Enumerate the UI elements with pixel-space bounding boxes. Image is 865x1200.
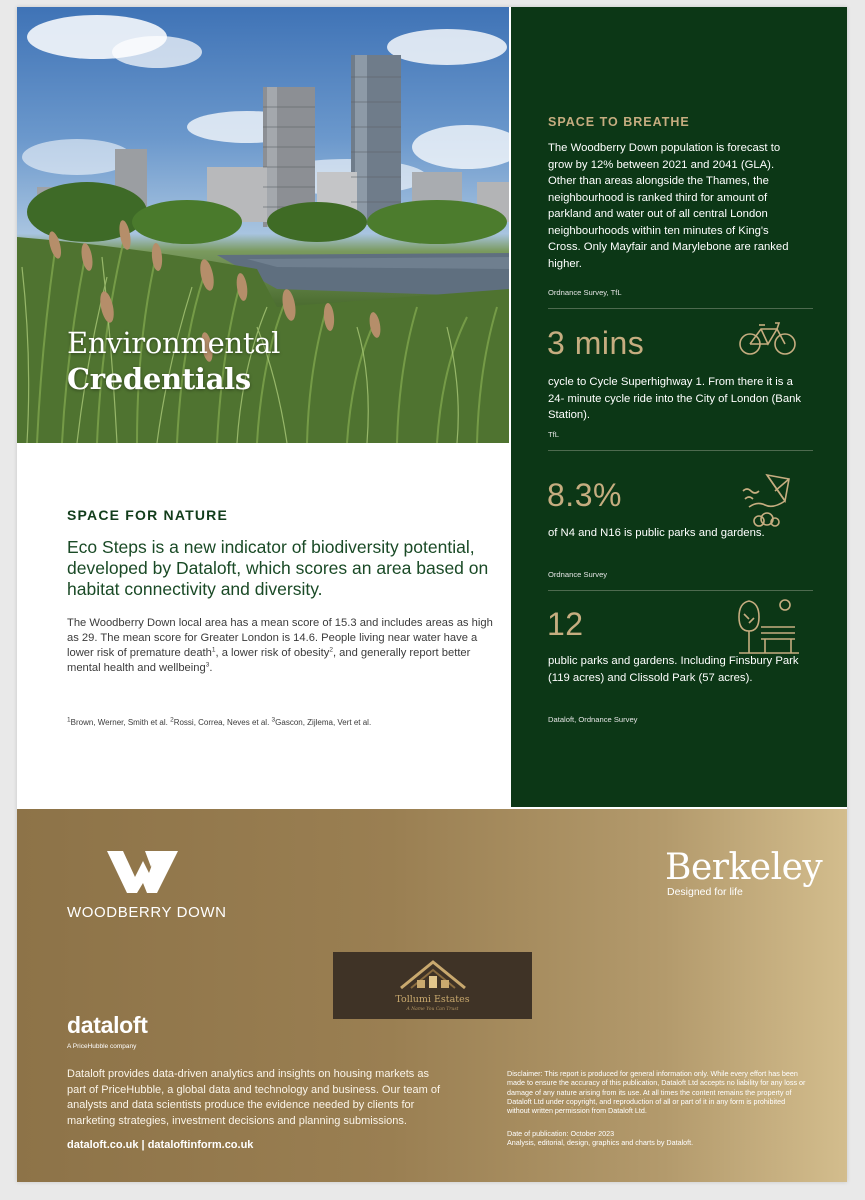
ref-1: Brown, Werner, Smith et al. xyxy=(70,718,171,727)
stat-source-parks-share: Ordnance Survey xyxy=(548,570,608,579)
stat-value-parks-count: 12 xyxy=(547,606,584,642)
footer-panel xyxy=(17,809,847,1182)
park-bench-icon xyxy=(735,597,801,659)
space-for-nature-section xyxy=(67,507,507,727)
berkeley-tagline: Designed for life xyxy=(667,886,743,898)
hero-title xyxy=(67,325,280,397)
nature-body-part1: The Woodberry Down local area has a mean score of 15.3 and includes areas as high as 29. The mean score for Greater London is 14.6. People living near water have a lower risk of premature death xyxy=(67,617,493,659)
kite-icon xyxy=(737,469,799,531)
stat-value-parks-share: 8.3% xyxy=(547,477,622,513)
tollumi-estates-logo xyxy=(333,952,532,1019)
divider xyxy=(548,308,813,309)
woodberry-down-logo-icon xyxy=(105,847,180,897)
berkeley-logo: Berkeley xyxy=(665,847,823,888)
stat-source-parks-count: Dataloft, Ordnance Survey xyxy=(548,715,638,724)
hero-title-line1: Environmental xyxy=(67,326,281,360)
nature-lead: Eco Steps is a new indicator of biodiversity potential, developed by Dataloft, which scores an area based on habitat connectivity and diversity. xyxy=(67,537,489,599)
breathe-source: Ordnance Survey, TfL xyxy=(548,288,622,297)
document-page xyxy=(17,7,847,1182)
stat-text-cycle: cycle to Cycle Superhighway 1. From there it is a 24- minute cycle ride into the City of London (Bank Station). xyxy=(548,376,802,421)
bicycle-icon xyxy=(737,317,799,357)
tollumi-name: Tollumi Estates xyxy=(395,994,470,1005)
nature-references xyxy=(67,718,507,727)
footnote-marker-2: 2 xyxy=(329,646,333,654)
dataloft-subtitle: A PriceHubble company xyxy=(67,1043,137,1050)
stat-source-cycle: TfL xyxy=(548,430,559,439)
nature-body-part2: , a lower risk of obesity xyxy=(215,647,330,659)
dataloft-logo: dataloft xyxy=(67,1012,148,1038)
ref-num-1: 1 xyxy=(67,716,71,724)
divider xyxy=(548,450,813,451)
ref-2: Rossi, Correa, Neves et al. xyxy=(173,718,272,727)
nature-body xyxy=(67,616,507,676)
ref-num-3: 3 xyxy=(271,716,276,724)
space-to-breathe-panel xyxy=(511,7,847,807)
footnote-marker-1: 1 xyxy=(211,646,216,654)
breathe-heading: SPACE TO BREATHE xyxy=(548,115,690,129)
ref-num-2: 2 xyxy=(170,716,174,724)
hero-photo xyxy=(17,7,509,443)
nature-body-part4: . xyxy=(209,662,213,674)
woodberry-down-wordmark: WOODBERRY DOWN xyxy=(67,904,227,921)
dataloft-links[interactable]: dataloft.co.uk | dataloftinform.co.uk xyxy=(67,1139,254,1151)
house-roof-icon xyxy=(397,958,469,994)
footnote-marker-3: 3 xyxy=(205,661,210,669)
nature-heading: SPACE FOR NATURE xyxy=(67,507,229,523)
ref-3: Gascon, Zijlema, Vert et al. xyxy=(275,718,372,727)
publication-info xyxy=(507,1129,807,1148)
disclaimer-text: Disclaimer: This report is produced for general information only. While every effort has been made to ensure the accuracy of this publication, Dataloft Ltd accepts no liability for any loss or damage of any nature arising from its use. At all times the content remains the property of Dataloft Ltd under copyright, and reproduction of all or part of it in any form is prohibited without written permission from Dataloft Ltd. xyxy=(507,1069,806,1116)
breathe-text: The Woodberry Down population is forecast to grow by 12% between 2021 and 2041 (GLA). Other than areas alongside the Thames, the neighbourhood is ranked third for amount of parkland and water out of all central London neighbourhoods within ten minutes of King's Cross. Only Mayfair and Marylebone are ranked higher. xyxy=(548,142,789,270)
stat-text-parks-share: of N4 and N16 is public parks and gardens. xyxy=(548,527,765,539)
nature-body-part3: , and generally report better mental health and wellbeing xyxy=(67,647,471,674)
stat-text-parks-count: public parks and gardens. Including Finsbury Park (119 acres) and Clissold Park (57 acres). xyxy=(548,655,799,684)
dataloft-description: Dataloft provides data-driven analytics and insights on housing markets as part of PriceHubble, a global data and technology and business. Our team of analysts and data scientists produce the evidence needed by clients for marketing strategies, investment decisions and planning submissions. xyxy=(67,1068,441,1127)
tollumi-tagline: A Name You Can Trust xyxy=(406,1007,459,1012)
publication-credit: Analysis, editorial, design, graphics and charts by Dataloft. xyxy=(507,1138,694,1148)
stat-value-cycle: 3 mins xyxy=(547,325,645,361)
hero-title-line2: Credentials xyxy=(67,362,251,396)
publication-date: Date of publication: October 2023 xyxy=(507,1129,615,1138)
divider xyxy=(548,590,813,591)
